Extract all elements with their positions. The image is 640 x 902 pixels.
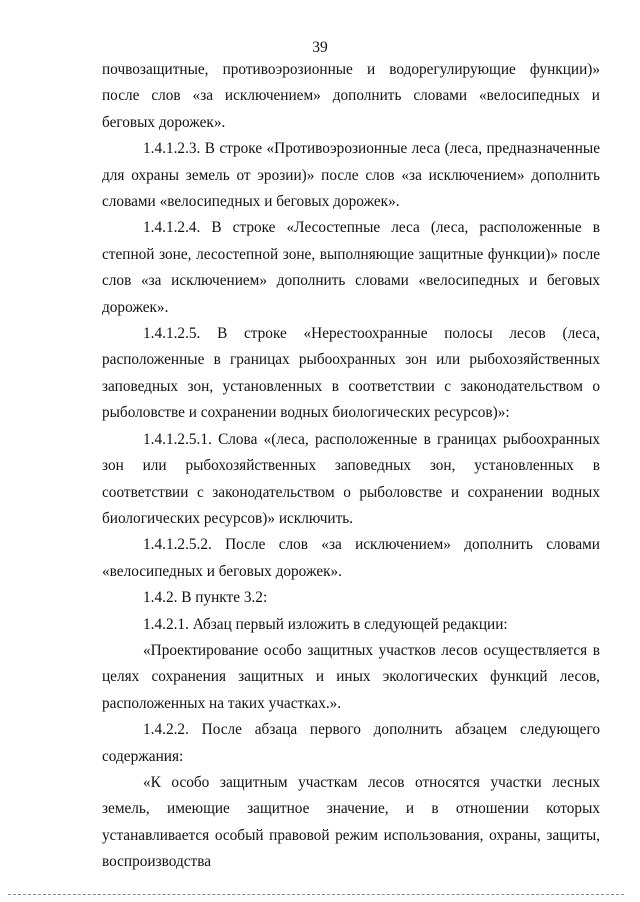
paragraph-1: почвозащитные, противоэрозионные и водорегулирующие функции)» после слов «за исключением» дополнить словами «велосипедных и беговых дорожек».	[102, 61, 600, 131]
paragraph-5: 1.4.1.2.5.1. Слова «(леса, расположенные в границах рыбоохранных зон или рыбохозяйственных заповедных зон, установленных в соответствии с законодательством о рыболовстве и сохранении водных биологических ресурсов)» исключить.	[102, 430, 600, 527]
paragraph-4: 1.4.1.2.5. В строке «Нерестоохранные полосы лесов (леса, расположенные в границах рыбоохранных зон или рыбохозяйственных заповедных зон, установленных в соответствии с законодательством о рыболовстве и сохранении водных биологических ресурсов)»:	[102, 325, 600, 422]
page-number: 39	[312, 39, 328, 56]
paragraph-3: 1.4.1.2.4. В строке «Лесостепные леса (леса, расположенные в степной зоне, лесостепной зоне, выполняющие защитные функции)» после слов «за исключением» дополнить словами «велосипедных и беговых дорожек».	[102, 219, 600, 316]
paragraph-6: 1.4.1.2.5.2. После слов «за исключением» дополнить словами «велосипедных и беговых дорожек».	[102, 536, 600, 580]
scan-edge-line	[8, 894, 624, 895]
paragraph-11: «К особо защитным участкам лесов относятся участки лесных земель, имеющие защитное значение, и в отношении которых устанавливается особый правовой режим использования, охраны, защиты, воспроизводства	[102, 773, 600, 871]
paragraph-10: 1.4.2.2. После абзаца первого дополнить абзацем следующего содержания:	[102, 721, 600, 765]
paragraph-9: «Проектирование особо защитных участков лесов осуществляется в целях сохранения защитных и иных экологических функций лесов, расположенных на таких участках.».	[102, 641, 600, 712]
paragraph-7: 1.4.2. В пункте 3.2:	[143, 589, 268, 607]
document-body	[102, 57, 600, 876]
paragraph-8: 1.4.2.1. Абзац первый изложить в следующей редакции:	[143, 615, 508, 633]
paragraph-2: 1.4.1.2.3. В строке «Противоэрозионные леса (леса, предназначенные для охраны земель от эрозии)» после слов «за исключением» дополнить словами «велосипедных и беговых дорожек».	[102, 140, 600, 211]
